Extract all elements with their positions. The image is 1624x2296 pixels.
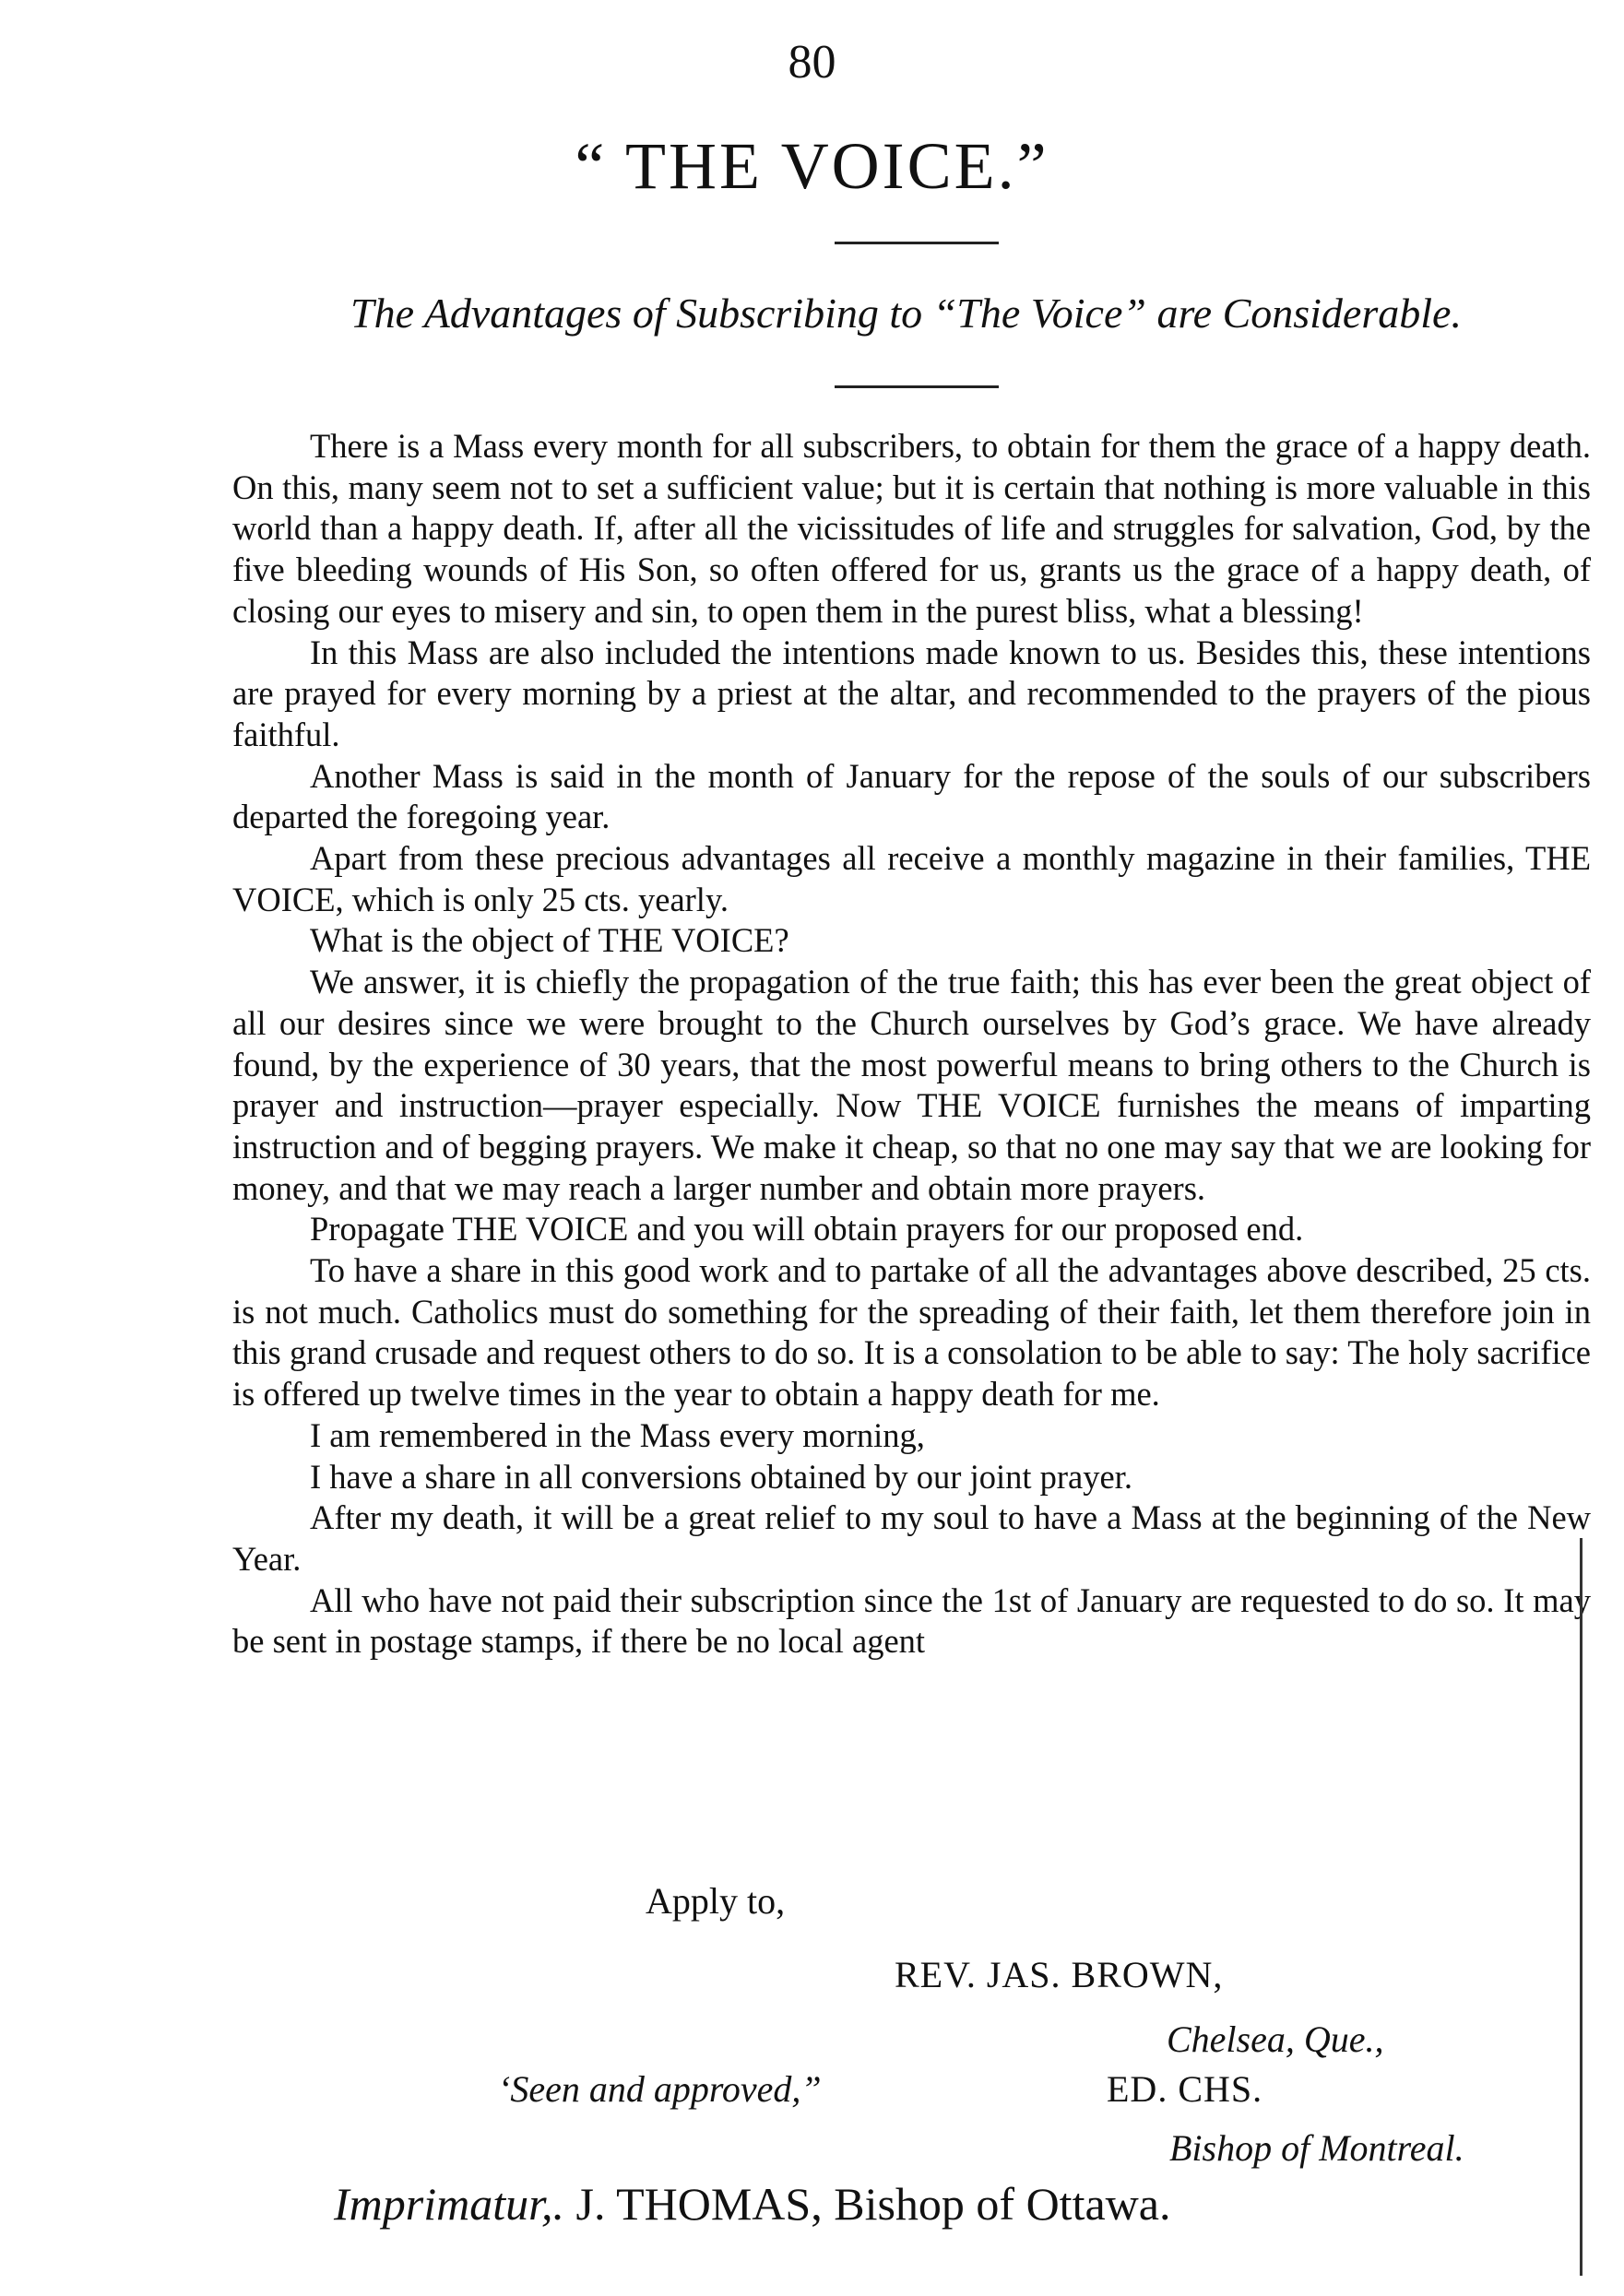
imprimatur-line: [334, 2176, 1170, 2231]
paragraph-propagate: Propagate THE VOICE and you will obtain prayers for our proposed end.: [310, 1210, 1304, 1249]
signatory-name: REV. JAS. BROWN,: [895, 1954, 1224, 1995]
bishop-title: Bishop of Montreal.: [1169, 2127, 1464, 2169]
subtitle-divider: [835, 385, 999, 388]
imprimatur-label: Imprimatur,.: [334, 2178, 565, 2230]
paragraph-object-question: What is the object of THE VOICE?: [310, 921, 789, 960]
paragraph-magazine: Apart from these precious advantages all receive a monthly magazine in their families, THE VOICE, which is only 25 cts. yearly.: [232, 839, 1591, 918]
margin-rule: [1580, 1538, 1583, 2276]
paragraph-intentions: In this Mass are also included the intentions made known to us. Besides this, these intentions are prayed for every morning by a priest at the altar, and recommended to the prayers of the pious faithful.: [232, 633, 1591, 753]
page-title: “ THE VOICE.”: [575, 129, 1049, 203]
page-number: 80: [788, 36, 836, 89]
signatory-place: Chelsea, Que.,: [1167, 2018, 1384, 2060]
paragraph-conversions: I have a share in all conversions obtained by our joint prayer.: [310, 1457, 1132, 1496]
seen-approved-line: ‘Seen and approved,”: [498, 2068, 822, 2110]
paragraph-after-death: After my death, it will be a great relief to my soul to have a Mass at the beginning of the New Year.: [232, 1498, 1591, 1578]
paragraph-remembered: I am remembered in the Mass every morning,: [310, 1415, 925, 1454]
paragraph-share: To have a share in this good work and to partake of all the advantages above described, 25 cts. is not much. Catholics must do something for the spreading of their faith, let them therefore join in this grand crusade and request others to do so. It is a consolation to be able to say: The holy sacrifice is offered up twelve times in the year to obtain a happy death for me.: [232, 1251, 1591, 1414]
paragraph-subscription: All who have not paid their subscription since the 1st of January are requested to do so. It may be sent in postage stamps, if there be no local agent: [232, 1580, 1591, 1661]
paragraph-mass-monthly: There is a Mass every month for all subscribers, to obtain for them the grace of a happy death. On this, many seem not to set a sufficient value; but it is certain that nothing is more valuable in this world than a happy death. If, after all the vicissitudes of life and struggles for salvation, God, by the five bleeding wounds of His Son, so often offered for us, grants us the grace of a happy death, of closing our eyes to misery and sin, to open them in the purest bliss, what a blessing!: [232, 427, 1591, 630]
bishop-name: ED. CHS.: [1107, 2068, 1263, 2110]
body-text: [232, 426, 1591, 1663]
imprimatur-text: J. THOMAS, Bishop of Ottawa.: [575, 2178, 1171, 2230]
title-divider: [835, 242, 999, 244]
page-subtitle: The Advantages of Subscribing to “The Voice” are Considerable.: [350, 290, 1462, 337]
paragraph-january-mass: Another Mass is said in the month of January for the repose of the souls of our subscribers departed the foregoing year.: [232, 756, 1591, 836]
apply-to-line: Apply to,: [646, 1880, 786, 1922]
paragraph-propagation: We answer, it is chiefly the propagation of the true faith; this has ever been the great object of all our desires since we were brought to the Church ourselves by God’s grace. We have already found, by the experience of 30 years, that the most powerful means to bring others to the Church is prayer and instruction—prayer especially. Now THE VOICE furnishes the means of imparting instruction and of begging prayers. We make it cheap, so that no one may say that we are looking for money, and that we may reach a larger number and obtain more prayers.: [232, 963, 1591, 1207]
